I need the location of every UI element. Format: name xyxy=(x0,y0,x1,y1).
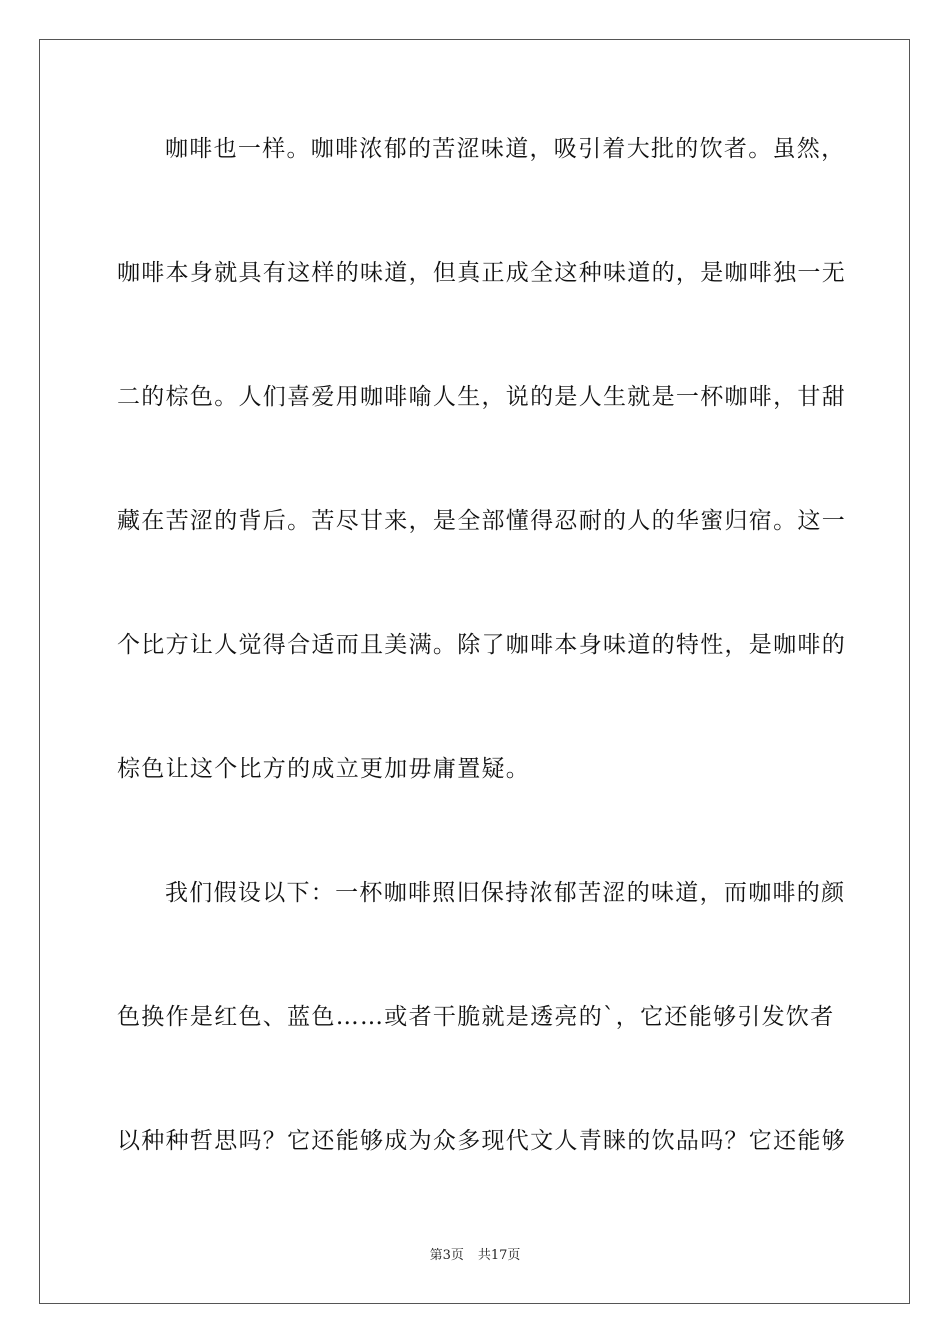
page-footer xyxy=(0,1248,950,1264)
body-text-line-8: 色换作是红色、蓝色……或者干脆就是透亮的`，它还能够引发饮者 xyxy=(117,1004,835,1030)
body-text-line-6: 棕色让这个比方的成立更加毋庸置疑。 xyxy=(117,756,531,782)
body-text-line-9: 以种种哲思吗？它还能够成为众多现代文人青睐的饮品吗？它还能够 xyxy=(117,1128,846,1154)
page-number-total: 共17页 xyxy=(477,1248,521,1263)
body-text-line-7: 我们假设以下：一杯咖啡照旧保持浓郁苦涩的味道，而咖啡的颜 xyxy=(165,880,846,906)
body-text-line-3: 二的棕色。人们喜爱用咖啡喻人生，说的是人生就是一杯咖啡，甘甜 xyxy=(117,384,846,410)
page-number-current: 第3页 xyxy=(429,1248,464,1263)
body-text-line-1: 咖啡也一样。咖啡浓郁的苦涩味道，吸引着大批的饮者。虽然， xyxy=(165,136,846,162)
body-text-line-5: 个比方让人觉得合适而且美满。除了咖啡本身味道的特性，是咖啡的 xyxy=(117,632,846,658)
page-border xyxy=(39,39,910,1304)
body-text-line-4: 藏在苦涩的背后。苦尽甘来，是全部懂得忍耐的人的华蜜归宿。这一 xyxy=(117,508,846,534)
body-text-line-2: 咖啡本身就具有这样的味道，但真正成全这种味道的，是咖啡独一无 xyxy=(117,260,846,286)
